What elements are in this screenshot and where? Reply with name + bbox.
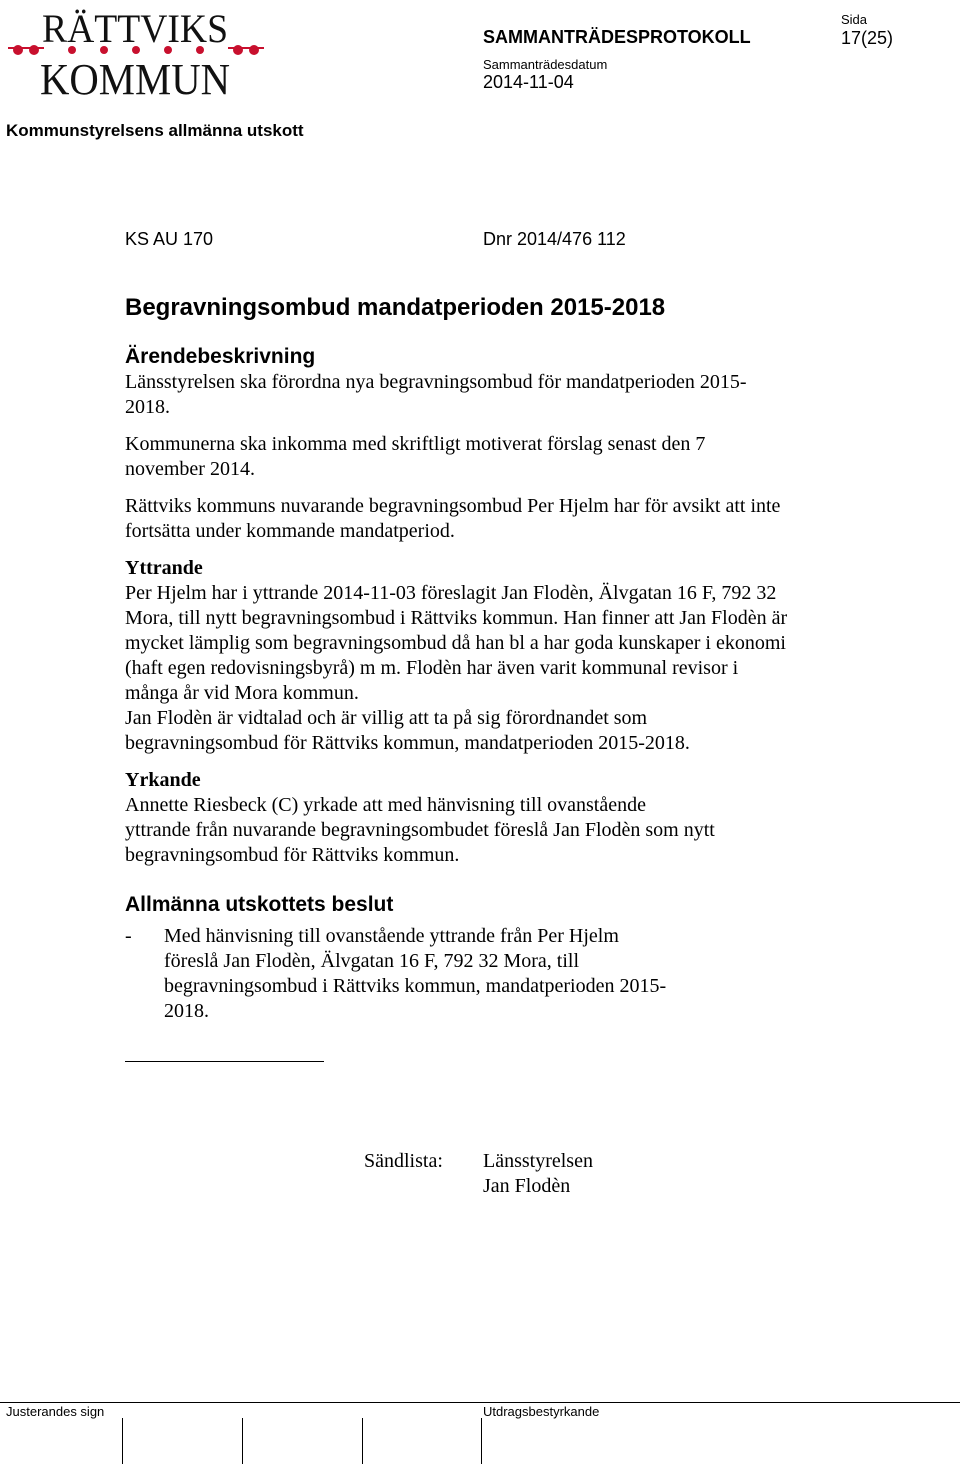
logo-text-line2: KOMMUN bbox=[40, 55, 230, 100]
page-label: Sida bbox=[841, 12, 868, 27]
case-dnr: Dnr 2014/476 112 bbox=[483, 229, 626, 249]
main-content bbox=[125, 344, 795, 1024]
signature-box-divider bbox=[481, 1418, 482, 1464]
footer-utdragsbestyrkande-label: Utdragsbestyrkande bbox=[483, 1404, 600, 1419]
section-heading-arendebeskrivning: Ärendebeskrivning bbox=[125, 345, 316, 368]
rattvik-crown-logo-icon bbox=[4, 4, 266, 100]
section-heading-yrkande: Yrkande bbox=[125, 769, 201, 791]
decision-bullet: - bbox=[125, 925, 132, 947]
meeting-date: 2014-11-04 bbox=[483, 72, 574, 92]
footer-justerandes-sign-label: Justerandes sign bbox=[6, 1404, 105, 1419]
logo-ornament-left bbox=[8, 45, 44, 55]
decision-text: Med hänvisning till ovanstående yttrande från Per Hjelm föreslå Jan Flodèn, Älvgatan 16 F, 792 32 Mora, till begravningsombud i Rättviks kommun, mandatperioden 2015-2018. bbox=[164, 925, 667, 1022]
paragraph-yttrande-2: Jan Flodèn är vidtalad och är villig att ta på sig förordnandet som begravningsombud för Rättviks kommun, mandatperioden 2015-2018. bbox=[125, 707, 690, 754]
signature-box-divider bbox=[122, 1418, 123, 1464]
page-number: 17(25) bbox=[841, 28, 894, 48]
paragraph-arende-1: Länsstyrelsen ska förordna nya begravningsombud för mandatperioden 2015-2018. bbox=[125, 371, 747, 418]
decision-list-item bbox=[125, 924, 795, 1024]
paragraph-yrkande: Annette Riesbeck (C) yrkade att med hänvisning till ovanstående yttrande från nuvarande begravningsombudet föreslå Jan Flodèn som nytt begravningsombud för Rättviks kommun. bbox=[125, 794, 715, 866]
footer-divider bbox=[0, 1402, 960, 1403]
signature-box-divider bbox=[242, 1418, 243, 1464]
signature-box-divider bbox=[362, 1418, 363, 1464]
distribution-recipient: Jan Flodèn bbox=[483, 1175, 571, 1197]
page-title: Begravningsombud mandatperioden 2015-2018 bbox=[125, 294, 666, 321]
section-heading-yttrande: Yttrande bbox=[125, 557, 203, 579]
section-heading-beslut: Allmänna utskottets beslut bbox=[125, 893, 394, 916]
document-type: SAMMANTRÄDESPROTOKOLL bbox=[483, 27, 751, 47]
meeting-date-label: Sammanträdesdatum bbox=[483, 57, 608, 72]
section-separator bbox=[125, 1061, 324, 1062]
logo-ornament-right bbox=[228, 45, 264, 55]
paragraph-arende-3: Rättviks kommuns nuvarande begravningsombud Per Hjelm har för avsikt att inte fortsätta under kommande mandatperiod. bbox=[125, 495, 781, 542]
paragraph-yttrande-1: Per Hjelm har i yttrande 2014-11-03 föreslagit Jan Flodèn, Älvgatan 16 F, 792 32 Mora, till nytt begravningsombud i Rättviks kommun. Han finner att Jan Flodèn är mycket lämplig som begravningsombud då han bl a har goda kunskaper i ekonomi (haft egen redovisningsbyrå) m m. Flodèn har även varit kommunal revisor i många år vid Mora kommun. bbox=[125, 582, 788, 704]
paragraph-arende-2: Kommunerna ska inkomma med skriftligt motiverat förslag senast den 7 november 2014. bbox=[125, 433, 706, 480]
case-number: KS AU 170 bbox=[125, 229, 214, 249]
distribution-label: Sändlista: bbox=[364, 1150, 443, 1172]
distribution-recipient: Länsstyrelsen bbox=[483, 1150, 593, 1172]
body-name: Kommunstyrelsens allmänna utskott bbox=[6, 121, 304, 140]
logo-text-line1: RÄTTVIKS bbox=[42, 6, 228, 51]
municipality-logo bbox=[4, 4, 266, 105]
